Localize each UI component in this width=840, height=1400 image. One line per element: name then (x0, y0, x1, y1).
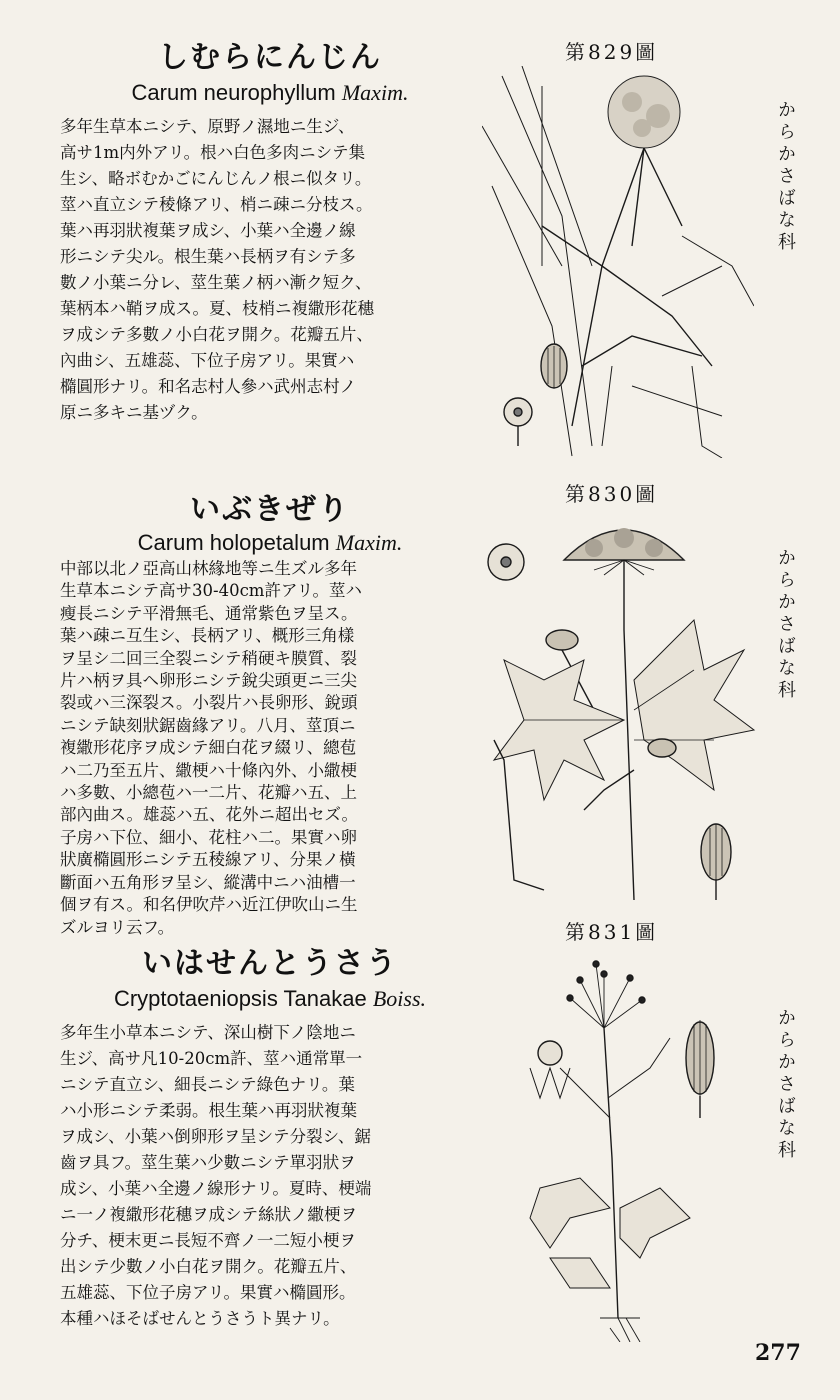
desc-line: ヲ呈シ二回三全裂ニシテ稍硬キ膜質、裂 (60, 648, 357, 668)
desc-line: 出シテ少數ノ小白花ヲ開ク。花瓣五片、 (60, 1257, 357, 1276)
desc-line: 高サ1m内外アリ。根ハ白色多肉ニシテ集 (60, 143, 366, 162)
entry-2-scientific-name (60, 530, 480, 556)
desc-line: 本種ハほそばせんとうさうト異ナリ。 (60, 1309, 340, 1328)
desc-line: 瘦長ニシテ平滑無毛、通常紫色ヲ呈ス。 (60, 603, 358, 623)
entry-1-binomial: Carum neurophyllum (131, 80, 336, 105)
desc-line: 五雄蕊、下位子房アリ。果實ハ橢圓形。 (60, 1283, 356, 1302)
entry-3-japanese-name: いはせんとうさう (142, 946, 398, 981)
desc-line: 原ニ多キニ基ヅク。 (60, 403, 208, 422)
entry-1-authority: Maxim. (341, 80, 409, 105)
desc-line: 複繖形花序ヲ成シテ細白花ヲ綴リ、總苞 (60, 738, 357, 758)
desc-line: 生草本ニシテ高サ30-40cm許アリ。莖ハ (60, 581, 362, 601)
desc-line: 中部以北ノ亞高山林緣地等ニ生ズル多年 (60, 559, 357, 578)
entry-1-japanese-name: しむらにんじん (158, 40, 382, 75)
entry-1-scientific-name (60, 80, 480, 106)
family-label-2: からかさばな科 (775, 548, 796, 702)
desc-line: 生ジ、高サ凡10-20cm許、莖ハ通常單一 (60, 1049, 363, 1068)
illustration-830 (484, 510, 760, 902)
fruit-icon (701, 824, 731, 900)
desc-line: 子房ハ下位、細小、花柱ハ二。果實ハ卵 (60, 827, 357, 847)
figure-830-label: 第830圖 (565, 482, 659, 506)
desc-line: 多年生小草本ニシテ、深山樹下ノ陰地ニ (60, 1023, 356, 1042)
desc-line: 多年生草本ニシテ、原野ノ濕地ニ生ジ、 (60, 117, 355, 136)
figure-831-label: 第831圖 (565, 920, 659, 944)
entry-2-japanese-name: いぶきぜり (190, 492, 350, 527)
desc-line: ニシテ直立シ、細長ニシテ綠色ナリ。葉 (60, 1075, 355, 1094)
entry-3-description (60, 1020, 480, 1332)
small-umbel-icon (648, 739, 676, 757)
entry-3-binomial: Cryptotaeniopsis Tanakae (113, 986, 367, 1011)
basal-leaf-icon (530, 1178, 690, 1288)
flower-detail-icon (530, 1041, 570, 1098)
desc-line: ニ一ノ複繖形花穗ヲ成シテ絲狀ノ繖梗ヲ (60, 1205, 357, 1224)
desc-line: ハ二乃至五片、繖梗ハ十條內外、小繖梗 (60, 760, 357, 780)
umbel-flower-cluster-icon (567, 961, 645, 1028)
figure-829-label: 第829圖 (565, 40, 659, 64)
family-label-1: からかさばな科 (775, 100, 796, 254)
desc-line: 片ハ柄ヲ具ヘ卵形ニシテ銳尖頭更ニ三尖 (60, 671, 357, 691)
desc-line: 內曲シ、五雄蕊、下位子房アリ。果實ハ (60, 351, 355, 370)
fruit-icon (541, 344, 567, 388)
desc-line: 部內曲ス。雄蕊ハ五、花外ニ超出セズ。 (60, 805, 358, 825)
entry-2-description (60, 558, 480, 939)
desc-line: 分チ、梗末更ニ長短不齊ノ一二短小梗ヲ (60, 1231, 356, 1250)
fruit-icon (686, 1020, 714, 1118)
desc-line: 葉柄本ハ鞘ヲ成ス。夏、枝梢ニ複繖形花穗 (60, 299, 374, 318)
umbel-flower-cluster-icon (564, 528, 684, 560)
page-number: 277 (755, 1340, 801, 1366)
entry-3 (60, 938, 480, 1332)
desc-line: 斷面ハ五角形ヲ呈シ、縱溝中ニハ油槽一 (60, 872, 356, 892)
desc-line: 裂或ハ三深裂ス。小裂片ハ長卵形、銳頭 (60, 693, 358, 713)
desc-line: 葉ハ再羽狀複葉ヲ成シ、小葉ハ全邊ノ線 (60, 221, 356, 240)
illustration-831 (500, 958, 760, 1342)
desc-line: ハ多數、小總苞ハ一二片、花瓣ハ五、上 (60, 783, 357, 803)
desc-line: 葉ハ疎ニ互生シ、長柄アリ、概形三角樣 (60, 626, 355, 646)
desc-line: ヲ成シテ多數ノ小白花ヲ開ク。花瓣五片、 (60, 325, 373, 344)
umbel-flower-cluster-icon (608, 76, 680, 148)
desc-line: 成シ、小葉ハ全邊ノ線形ナリ。夏時、梗端 (60, 1179, 372, 1198)
entry-2 (60, 484, 480, 939)
desc-line: ハ小形ニシテ柔弱。根生葉ハ再羽狀複葉 (60, 1101, 357, 1120)
desc-line: 數ノ小葉ニ分レ、莖生葉ノ柄ハ漸ク短ク、 (60, 273, 372, 292)
desc-line: 形ニシテ尖ル。根生葉ハ長柄ヲ有シテ多 (60, 247, 356, 266)
desc-line: 莖ハ直立シテ稜條アリ、梢ニ疎ニ分枝ス。 (60, 195, 373, 214)
entry-1-description (60, 114, 480, 426)
desc-line: 個ヲ有ス。和名伊吹芹ハ近江伊吹山ニ生 (60, 895, 358, 915)
desc-line: 狀廣橢圓形ニシテ五稜線アリ、分果ノ橫 (60, 850, 356, 870)
family-label-3: からかさばな科 (775, 1008, 796, 1162)
desc-line: ニシテ缺刻狀鋸齒緣アリ。八月、莖頂ニ (60, 715, 356, 735)
entry-3-scientific-name (60, 986, 480, 1012)
desc-line: 齒ヲ具フ。莖生葉ハ少數ニシテ單羽狀ヲ (60, 1153, 356, 1172)
desc-line: ズルヨリ云フ。 (60, 917, 175, 937)
desc-line: 生シ、略ボむかごにんじんノ根ニ似タリ。 (60, 169, 372, 188)
entry-2-binomial: Carum holopetalum (137, 530, 330, 555)
desc-line: ヲ成シ、小葉ハ倒卵形ヲ呈シテ分裂シ、鋸 (60, 1127, 371, 1146)
entry-2-authority: Maxim. (335, 530, 403, 555)
entry-3-authority: Boiss. (372, 986, 427, 1011)
entry-1 (60, 32, 480, 426)
flower-detail-icon (504, 398, 532, 446)
desc-line: 橢圓形ナリ。和名志村人參ハ武州志村ノ (60, 377, 357, 396)
flower-detail-icon (488, 544, 524, 580)
illustration-829 (482, 66, 754, 458)
